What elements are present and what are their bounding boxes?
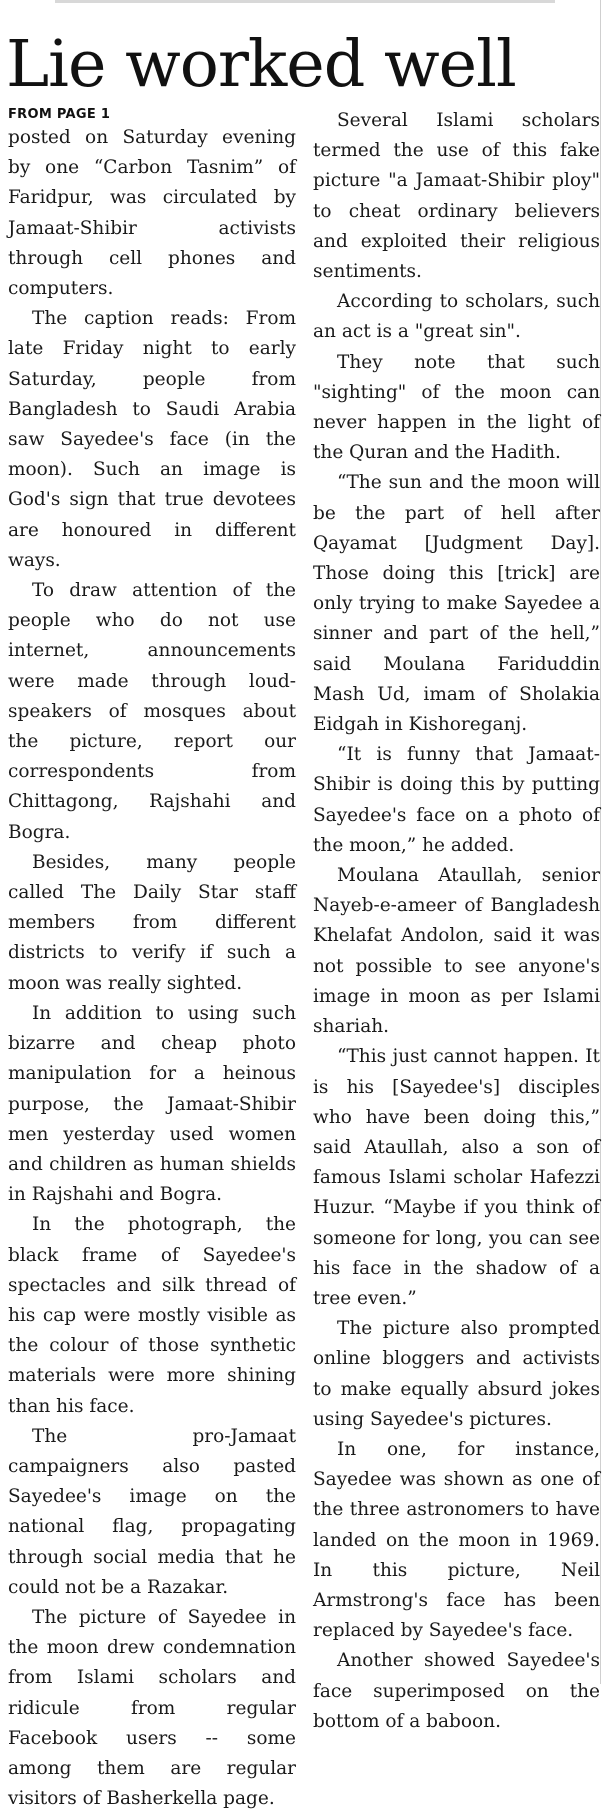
- paragraph: They note that such "sighting" of the moon can never happen in the light of the Quran and the Hadith.: [313, 351, 600, 464]
- paragraph: The caption reads: From late Friday night to early Saturday, people from Bangladesh to Saudi Arabia saw Sayedee's face (in the moon). Such an image is God's sign that true devotees are honoured in different ways.: [8, 308, 296, 571]
- paragraph: According to scholars, such an act is a "great sin".: [313, 291, 600, 343]
- paragraph: In one, for instance, Sayedee was shown as one of the three astronomers to have landed on the moon in 1969. In this picture, Neil Armstrong's face has been replaced by Sayedee's face.: [313, 1438, 600, 1642]
- paragraph: posted on Saturday evening by one “Carbon Tasnim” of Faridpur, was circulated by Jamaat-Shibir activists through cell phones and computers.: [8, 127, 296, 300]
- article-right-column: [313, 106, 600, 1737]
- paragraph: The picture of Sayedee in the moon drew condemnation from Islami scholars and ridicule from regular Facebook users -- some among them are regular visitors of Basherkella page.: [8, 1606, 296, 1810]
- paragraph: Another showed Sayedee's face superimposed on the bottom of a baboon.: [313, 1650, 600, 1732]
- paragraph: Several Islami scholars termed the use of this fake picture "a Jamaat-Shibir ploy" to cheat ordinary believers and exploited their religious sentiments.: [313, 110, 600, 283]
- paragraph: In the photograph, the black frame of Sayedee's spectacles and silk thread of his cap were mostly visible as the colour of those synthetic materials were more shining than his face.: [8, 1214, 296, 1417]
- paragraph: The pro-Jamaat campaigners also pasted Sayedee's image on the national flag, propagating through social media that he could not be a Razakar.: [8, 1425, 296, 1598]
- kicker: FROM PAGE 1: [8, 107, 111, 122]
- paragraph: “The sun and the moon will be the part of hell after Qayamat [Judgment Day]. Those doing this [trick] are only trying to make Sayedee a sinner and part of the hell,” said Moulana Fariduddin Mash Ud, imam of Sholakia Eidgah in Kishoreganj.: [313, 472, 600, 736]
- paragraph: In addition to using such bizarre and cheap photo manipulation for a heinous purpose, the Jamaat-Shibir men yesterday used women and children as human shields in Rajshahi and Bogra.: [8, 1002, 296, 1206]
- column-rule: [600, 0, 601, 1684]
- article-left-column: [8, 106, 296, 1814]
- headline: Lie worked well: [6, 27, 516, 102]
- paragraph: “This just cannot happen. It is his [Sayedee's] disciples who have been doing this,” said Ataullah, also a son of famous Islami scholar Hafezzi Huzur. “Maybe if you think of someone for long, you can see his face in the shadow of a tree even.”: [313, 1046, 600, 1309]
- paragraph: Moulana Ataullah, senior Nayeb-e-ameer of Bangladesh Khelafat Andolon, said it was not possible to see anyone's image in moon as per Islami shariah.: [313, 865, 600, 1038]
- top-rule: [55, 0, 555, 3]
- paragraph: Besides, many people called The Daily Star staff members from different districts to verify if such a moon was really sighted.: [8, 851, 296, 994]
- paragraph: To draw attention of the people who do not use internet, announcements were made through loud-speakers of mosques about the picture, report our correspondents from Chittagong, Rajshahi and Bogra.: [8, 580, 296, 843]
- paragraph: The picture also prompted online bloggers and activists to make equally absurd jokes using Sayedee's pictures.: [313, 1318, 600, 1430]
- paragraph: “It is funny that Jamaat-Shibir is doing this by putting Sayedee's face on a photo of the moon,” he added.: [313, 744, 600, 856]
